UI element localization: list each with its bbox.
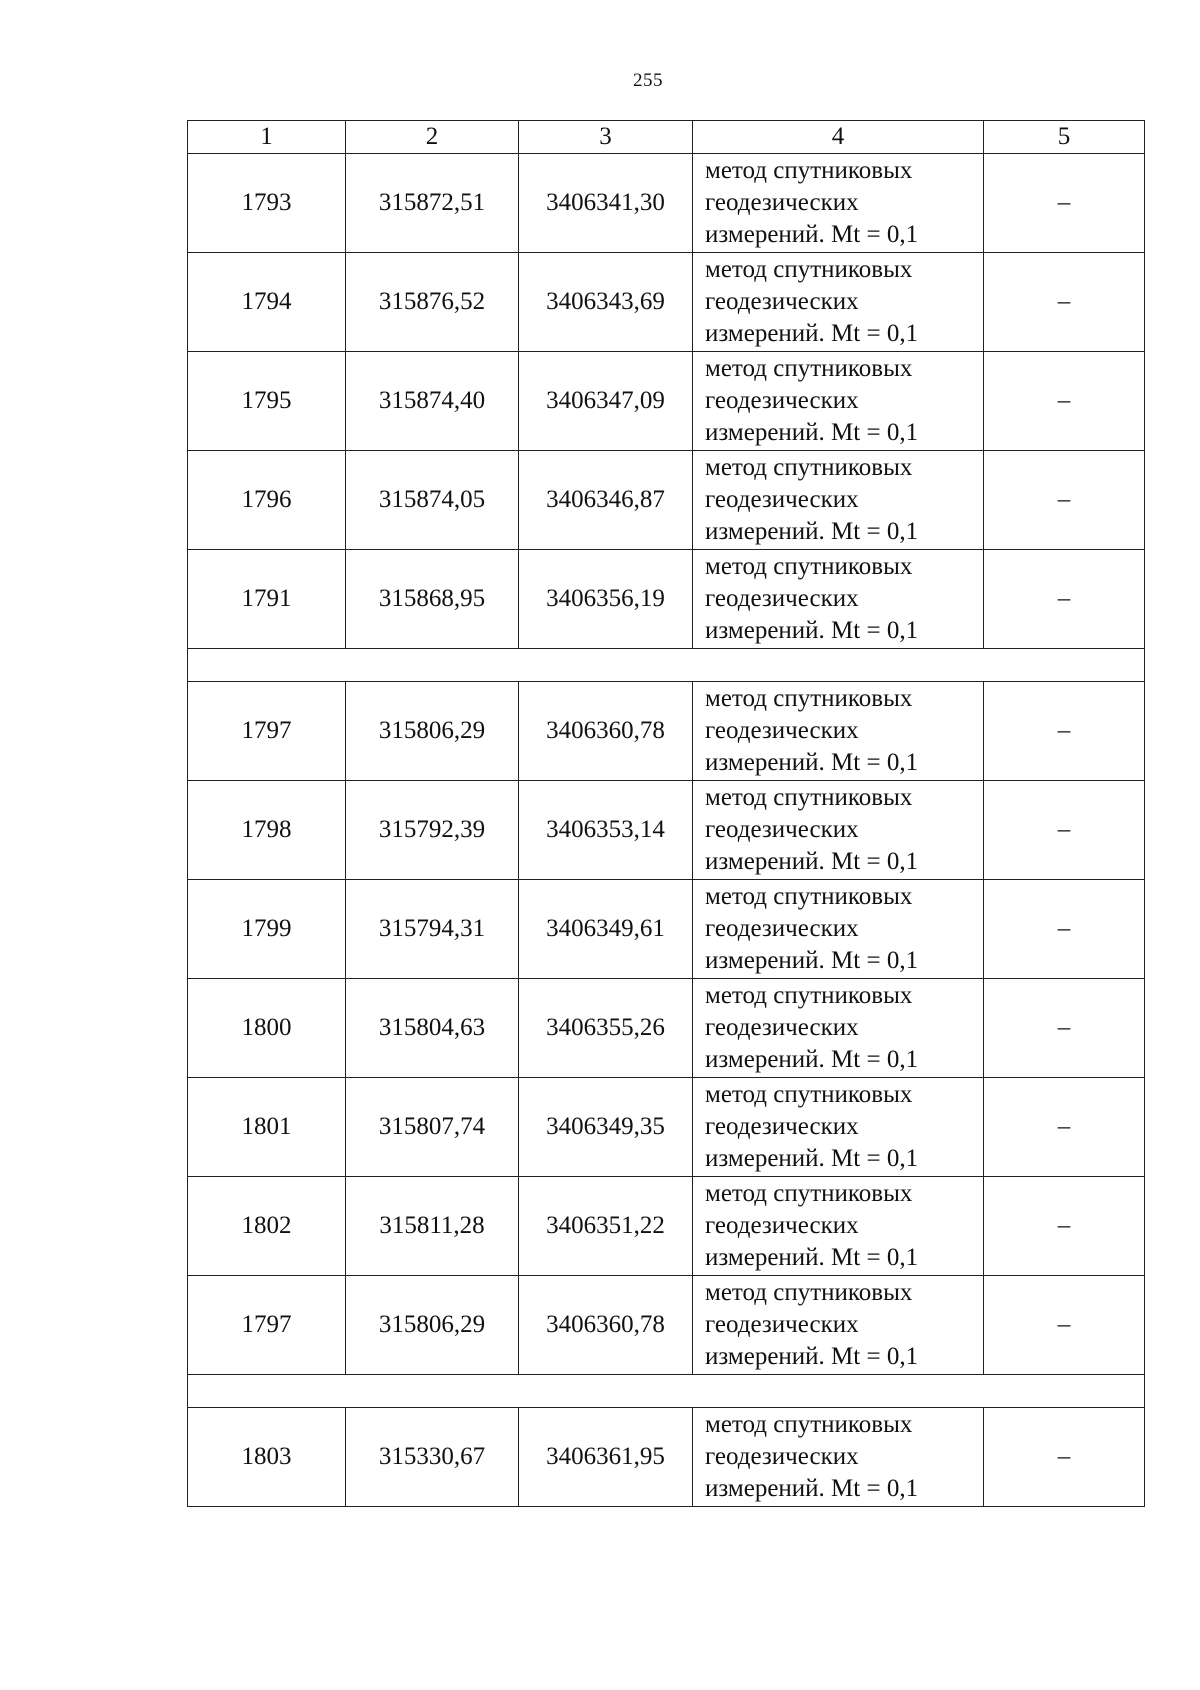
note-cell: – bbox=[984, 1078, 1145, 1177]
method-cell bbox=[693, 253, 984, 352]
note-cell: – bbox=[984, 880, 1145, 979]
note-cell: – bbox=[984, 1276, 1145, 1375]
y-coordinate-cell: 3406353,14 bbox=[519, 781, 693, 880]
method-line: метод спутниковых bbox=[705, 1081, 913, 1108]
header-cell-5: 5 bbox=[984, 121, 1145, 154]
method-cell bbox=[693, 1408, 984, 1507]
note-cell: – bbox=[984, 352, 1145, 451]
x-coordinate-cell: 315806,29 bbox=[346, 682, 519, 781]
table-row bbox=[188, 682, 1145, 781]
table-row bbox=[188, 1276, 1145, 1375]
method-cell bbox=[693, 1177, 984, 1276]
note-cell: – bbox=[984, 1177, 1145, 1276]
header-cell-2: 2 bbox=[346, 121, 519, 154]
method-line: геодезических bbox=[705, 1212, 859, 1239]
y-coordinate-cell: 3406347,09 bbox=[519, 352, 693, 451]
method-line: геодезических bbox=[705, 1443, 859, 1470]
method-line: метод спутниковых bbox=[705, 1180, 913, 1207]
coordinates-table bbox=[187, 120, 1145, 1507]
note-cell: – bbox=[984, 253, 1145, 352]
method-line: метод спутниковых bbox=[705, 454, 913, 481]
point-number-cell: 1802 bbox=[188, 1177, 346, 1276]
y-coordinate-cell: 3406355,26 bbox=[519, 979, 693, 1078]
point-number-cell: 1800 bbox=[188, 979, 346, 1078]
method-line: геодезических bbox=[705, 585, 859, 612]
y-coordinate-cell: 3406343,69 bbox=[519, 253, 693, 352]
header-cell-3: 3 bbox=[519, 121, 693, 154]
method-line: метод спутниковых bbox=[705, 355, 913, 382]
separator-row bbox=[188, 1375, 1145, 1408]
method-line: метод спутниковых bbox=[705, 256, 913, 283]
x-coordinate-cell: 315804,63 bbox=[346, 979, 519, 1078]
method-line: измерений. Mt = 0,1 bbox=[705, 1343, 919, 1370]
y-coordinate-cell: 3406349,35 bbox=[519, 1078, 693, 1177]
x-coordinate-cell: 315794,31 bbox=[346, 880, 519, 979]
point-number-cell: 1798 bbox=[188, 781, 346, 880]
method-cell bbox=[693, 451, 984, 550]
table-row bbox=[188, 451, 1145, 550]
x-coordinate-cell: 315876,52 bbox=[346, 253, 519, 352]
method-line: измерений. Mt = 0,1 bbox=[705, 749, 919, 776]
method-line: измерений. Mt = 0,1 bbox=[705, 1244, 919, 1271]
table-row bbox=[188, 979, 1145, 1078]
table-row bbox=[188, 352, 1145, 451]
point-number-cell: 1797 bbox=[188, 1276, 346, 1375]
x-coordinate-cell: 315807,74 bbox=[346, 1078, 519, 1177]
method-cell bbox=[693, 352, 984, 451]
method-line: измерений. Mt = 0,1 bbox=[705, 947, 919, 974]
table-row bbox=[188, 781, 1145, 880]
table-row bbox=[188, 1408, 1145, 1507]
method-line: метод спутниковых bbox=[705, 157, 913, 184]
point-number-cell: 1791 bbox=[188, 550, 346, 649]
header-cell-4: 4 bbox=[693, 121, 984, 154]
table-body bbox=[188, 121, 1145, 1507]
point-number-cell: 1794 bbox=[188, 253, 346, 352]
method-cell bbox=[693, 781, 984, 880]
method-line: измерений. Mt = 0,1 bbox=[705, 848, 919, 875]
x-coordinate-cell: 315874,05 bbox=[346, 451, 519, 550]
method-line: геодезических bbox=[705, 387, 859, 414]
method-line: измерений. Mt = 0,1 bbox=[705, 320, 919, 347]
x-coordinate-cell: 315806,29 bbox=[346, 1276, 519, 1375]
method-line: геодезических bbox=[705, 1014, 859, 1041]
note-cell: – bbox=[984, 1408, 1145, 1507]
table-row bbox=[188, 253, 1145, 352]
method-line: геодезических bbox=[705, 1113, 859, 1140]
x-coordinate-cell: 315811,28 bbox=[346, 1177, 519, 1276]
separator-cell bbox=[188, 1375, 1145, 1408]
method-line: геодезических bbox=[705, 486, 859, 513]
point-number-cell: 1797 bbox=[188, 682, 346, 781]
table-row bbox=[188, 1078, 1145, 1177]
method-cell bbox=[693, 550, 984, 649]
method-line: геодезических bbox=[705, 189, 859, 216]
y-coordinate-cell: 3406360,78 bbox=[519, 1276, 693, 1375]
method-line: измерений. Mt = 0,1 bbox=[705, 1475, 919, 1502]
method-line: геодезических bbox=[705, 1311, 859, 1338]
method-cell bbox=[693, 979, 984, 1078]
method-line: измерений. Mt = 0,1 bbox=[705, 419, 919, 446]
table-row bbox=[188, 550, 1145, 649]
x-coordinate-cell: 315868,95 bbox=[346, 550, 519, 649]
note-cell: – bbox=[984, 979, 1145, 1078]
note-cell: – bbox=[984, 154, 1145, 253]
page-number: 255 bbox=[633, 70, 663, 91]
table-row bbox=[188, 1177, 1145, 1276]
point-number-cell: 1795 bbox=[188, 352, 346, 451]
y-coordinate-cell: 3406351,22 bbox=[519, 1177, 693, 1276]
x-coordinate-cell: 315792,39 bbox=[346, 781, 519, 880]
point-number-cell: 1799 bbox=[188, 880, 346, 979]
table-row bbox=[188, 154, 1145, 253]
method-line: метод спутниковых bbox=[705, 883, 913, 910]
method-line: геодезических bbox=[705, 288, 859, 315]
y-coordinate-cell: 3406346,87 bbox=[519, 451, 693, 550]
method-line: геодезических bbox=[705, 915, 859, 942]
method-cell bbox=[693, 1276, 984, 1375]
method-line: измерений. Mt = 0,1 bbox=[705, 1046, 919, 1073]
method-cell bbox=[693, 880, 984, 979]
method-cell bbox=[693, 1078, 984, 1177]
point-number-cell: 1801 bbox=[188, 1078, 346, 1177]
x-coordinate-cell: 315872,51 bbox=[346, 154, 519, 253]
method-line: измерений. Mt = 0,1 bbox=[705, 518, 919, 545]
x-coordinate-cell: 315874,40 bbox=[346, 352, 519, 451]
point-number-cell: 1793 bbox=[188, 154, 346, 253]
method-cell bbox=[693, 154, 984, 253]
point-number-cell: 1803 bbox=[188, 1408, 346, 1507]
y-coordinate-cell: 3406361,95 bbox=[519, 1408, 693, 1507]
method-line: измерений. Mt = 0,1 bbox=[705, 221, 919, 248]
y-coordinate-cell: 3406341,30 bbox=[519, 154, 693, 253]
method-line: метод спутниковых bbox=[705, 784, 913, 811]
point-number-cell: 1796 bbox=[188, 451, 346, 550]
table-row bbox=[188, 880, 1145, 979]
separator-cell bbox=[188, 649, 1145, 682]
note-cell: – bbox=[984, 781, 1145, 880]
header-cell-1: 1 bbox=[188, 121, 346, 154]
method-line: метод спутниковых bbox=[705, 685, 913, 712]
method-line: геодезических bbox=[705, 816, 859, 843]
method-line: метод спутниковых bbox=[705, 1279, 913, 1306]
table-header-row bbox=[188, 121, 1145, 154]
note-cell: – bbox=[984, 451, 1145, 550]
x-coordinate-cell: 315330,67 bbox=[346, 1408, 519, 1507]
method-cell bbox=[693, 682, 984, 781]
method-line: геодезических bbox=[705, 717, 859, 744]
y-coordinate-cell: 3406356,19 bbox=[519, 550, 693, 649]
note-cell: – bbox=[984, 550, 1145, 649]
method-line: измерений. Mt = 0,1 bbox=[705, 617, 919, 644]
method-line: метод спутниковых bbox=[705, 1411, 913, 1438]
method-line: метод спутниковых bbox=[705, 982, 913, 1009]
method-line: метод спутниковых bbox=[705, 553, 913, 580]
method-line: измерений. Mt = 0,1 bbox=[705, 1145, 919, 1172]
y-coordinate-cell: 3406349,61 bbox=[519, 880, 693, 979]
note-cell: – bbox=[984, 682, 1145, 781]
separator-row bbox=[188, 649, 1145, 682]
y-coordinate-cell: 3406360,78 bbox=[519, 682, 693, 781]
